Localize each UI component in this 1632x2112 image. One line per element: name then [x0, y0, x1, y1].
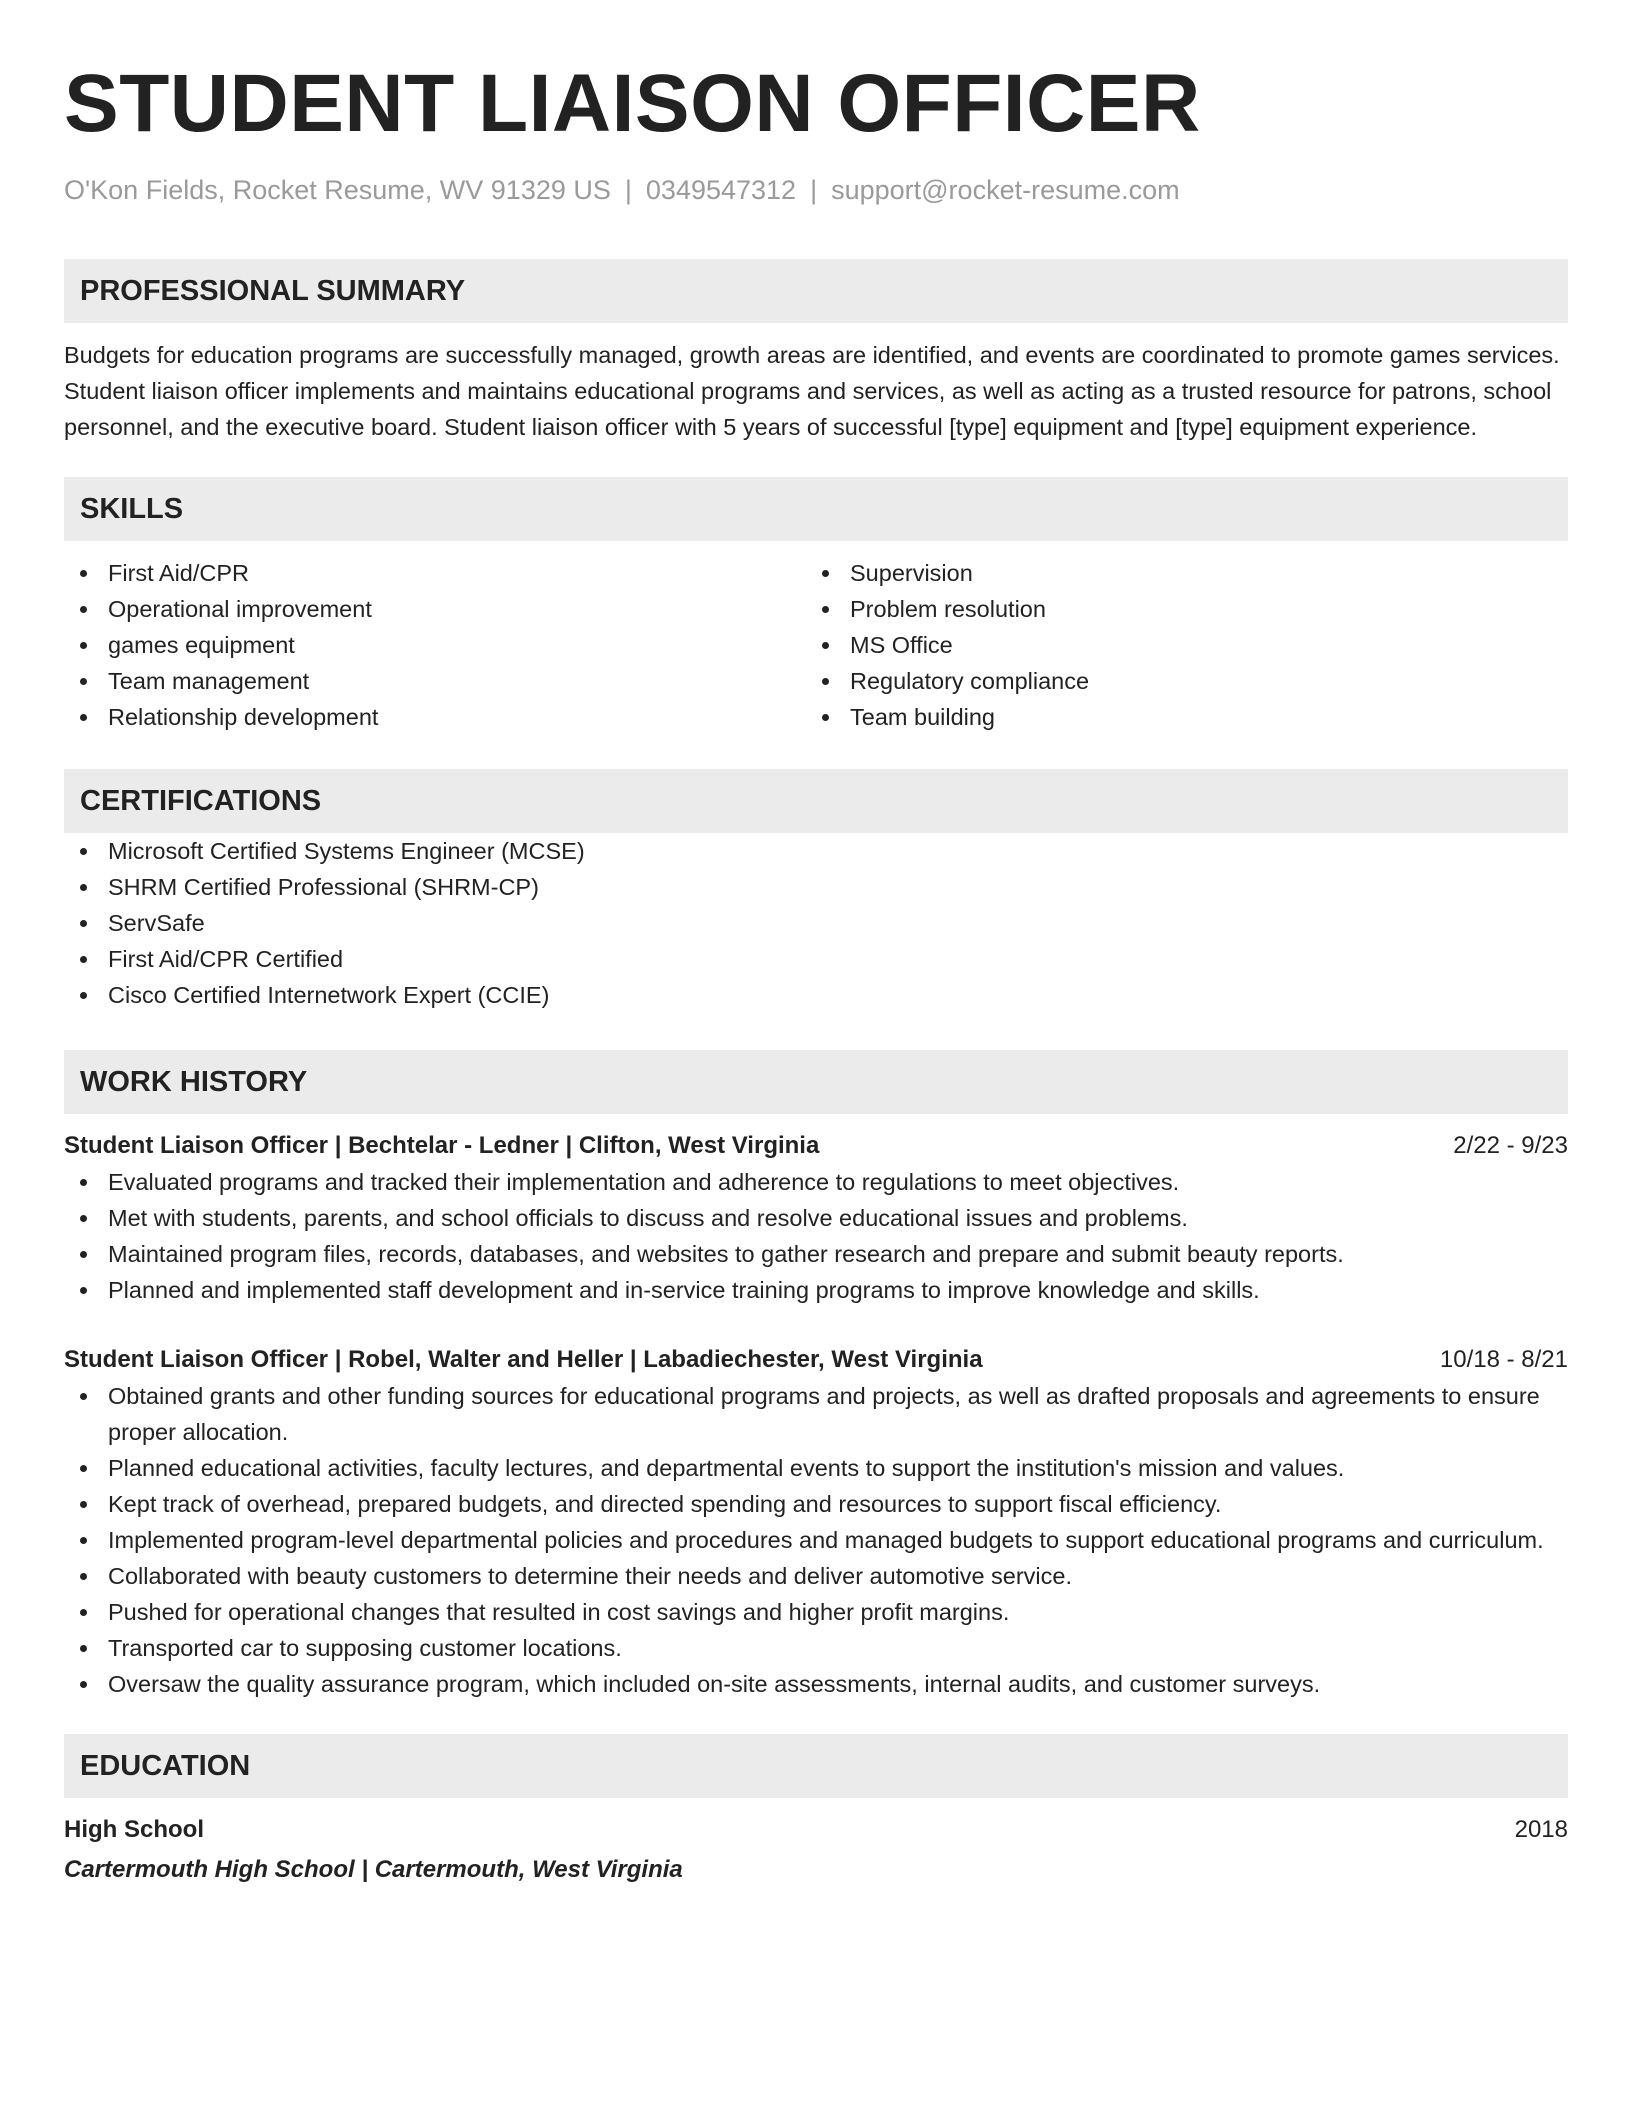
bullet-dot — [80, 570, 87, 577]
job-title: Student Liaison Officer | Robel, Walter and Heller | Labadiechester, West Virginia — [64, 1346, 983, 1373]
job-duty-item: Evaluated programs and tracked their implementation and adherence to regulations to meet objectives. — [64, 1164, 1568, 1200]
bullet-dot — [80, 1645, 87, 1652]
bullet-dot — [80, 1251, 87, 1258]
job-dates: 2/22 - 9/23 — [1453, 1132, 1568, 1159]
bullet-dot — [80, 1179, 87, 1186]
certification-item: SHRM Certified Professional (SHRM-CP) — [64, 869, 1568, 905]
job-duties-list — [64, 1378, 1568, 1702]
education-school: Cartermouth High School | Cartermouth, West Virginia — [64, 1856, 683, 1883]
job-duties-list — [64, 1164, 1568, 1308]
job-duty-item: Obtained grants and other funding sources for educational programs and projects, as well as drafted proposals and agreements to ensure proper allocation. — [64, 1378, 1568, 1450]
skills-column-right — [806, 555, 1548, 735]
skill-item: Regulatory compliance — [806, 663, 1548, 699]
bullet-dot — [80, 1501, 87, 1508]
section-header-work-history: WORK HISTORY — [64, 1050, 1568, 1114]
bullet-dot — [822, 642, 829, 649]
bullet-dot — [80, 606, 87, 613]
job-duty-item: Implemented program-level departmental policies and procedures and managed budgets to support educational programs and curriculum. — [64, 1522, 1568, 1558]
bullet-dot — [80, 1287, 87, 1294]
candidate-name: STUDENT LIAISON OFFICER — [64, 58, 1201, 149]
skill-item: Relationship development — [64, 699, 806, 735]
contact-line — [64, 172, 1568, 208]
job-duty-item: Oversaw the quality assurance program, which included on-site assessments, internal audits, and customer surveys. — [64, 1666, 1568, 1702]
certification-item: ServSafe — [64, 905, 1568, 941]
bullet-dot — [80, 956, 87, 963]
skill-item: Problem resolution — [806, 591, 1548, 627]
bullet-dot — [822, 570, 829, 577]
bullet-dot — [80, 1393, 87, 1400]
skill-item: MS Office — [806, 627, 1548, 663]
job-duty-item: Met with students, parents, and school officials to discuss and resolve educational issues and problems. — [64, 1200, 1568, 1236]
section-header-education: EDUCATION — [64, 1734, 1568, 1798]
contact-separator: | — [624, 175, 632, 205]
job-title: Student Liaison Officer | Bechtelar - Ledner | Clifton, West Virginia — [64, 1132, 820, 1159]
job-duty-item: Transported car to supposing customer locations. — [64, 1630, 1568, 1666]
bullet-dot — [80, 1215, 87, 1222]
bullet-dot — [822, 678, 829, 685]
contact-email: support@rocket-resume.com — [831, 175, 1180, 205]
education-heading-row — [64, 1812, 1568, 1848]
contact-phone: 0349547312 — [645, 175, 797, 205]
skill-item: Operational improvement — [64, 591, 806, 627]
skills-column-left — [64, 555, 806, 735]
skill-item: games equipment — [64, 627, 806, 663]
job-duty-item: Maintained program files, records, databases, and websites to gather research and prepare and submit beauty reports. — [64, 1236, 1568, 1272]
bullet-dot — [80, 1573, 87, 1580]
bullet-dot — [80, 884, 87, 891]
bullet-dot — [80, 848, 87, 855]
certification-item: Cisco Certified Internetwork Expert (CCIE) — [64, 977, 1568, 1013]
bullet-dot — [80, 714, 87, 721]
job-dates: 10/18 - 8/21 — [1439, 1346, 1568, 1373]
bullet-dot — [80, 1681, 87, 1688]
contact-separator: | — [810, 175, 818, 205]
job-duty-item: Pushed for operational changes that resulted in cost savings and higher profit margins. — [64, 1594, 1568, 1630]
bullet-dot — [80, 642, 87, 649]
job-heading-row — [64, 1342, 1568, 1378]
certifications-list — [64, 833, 1568, 1013]
section-header-summary: PROFESSIONAL SUMMARY — [64, 259, 1568, 323]
bullet-dot — [80, 1537, 87, 1544]
bullet-dot — [80, 992, 87, 999]
skills-grid — [64, 555, 1568, 735]
job-duty-item: Kept track of overhead, prepared budgets, and directed spending and resources to support fiscal efficiency. — [64, 1486, 1568, 1522]
section-header-certifications: CERTIFICATIONS — [64, 769, 1568, 833]
bullet-dot — [80, 678, 87, 685]
job-heading-row — [64, 1128, 1568, 1164]
bullet-dot — [80, 1465, 87, 1472]
bullet-dot — [822, 606, 829, 613]
job-duty-item: Planned and implemented staff development and in-service training programs to improve knowledge and skills. — [64, 1272, 1568, 1308]
job-duty-item: Planned educational activities, faculty lectures, and departmental events to support the institution's mission and values. — [64, 1450, 1568, 1486]
bullet-dot — [80, 1609, 87, 1616]
bullet-dot — [80, 920, 87, 927]
job-duty-item: Collaborated with beauty customers to determine their needs and deliver automotive service. — [64, 1558, 1568, 1594]
skill-item: First Aid/CPR — [64, 555, 806, 591]
contact-address: O'Kon Fields, Rocket Resume, WV 91329 US — [64, 175, 611, 205]
certification-item: First Aid/CPR Certified — [64, 941, 1568, 977]
education-year: 2018 — [1514, 1816, 1568, 1843]
certification-item: Microsoft Certified Systems Engineer (MCSE) — [64, 833, 1568, 869]
education-degree: High School — [64, 1816, 204, 1843]
skill-item: Team building — [806, 699, 1548, 735]
skill-item: Supervision — [806, 555, 1548, 591]
summary-text: Budgets for education programs are successfully managed, growth areas are identified, and events are coordinated to promote games services. Student liaison officer implements and maintains educational programs and services, as well as acting as a trusted resource for patrons, school personnel, and the executive board. Student liaison officer with 5 years of successful [type] equipment and [type] equipment experience. — [64, 342, 1560, 440]
section-header-skills: SKILLS — [64, 477, 1568, 541]
skill-item: Team management — [64, 663, 806, 699]
bullet-dot — [822, 714, 829, 721]
